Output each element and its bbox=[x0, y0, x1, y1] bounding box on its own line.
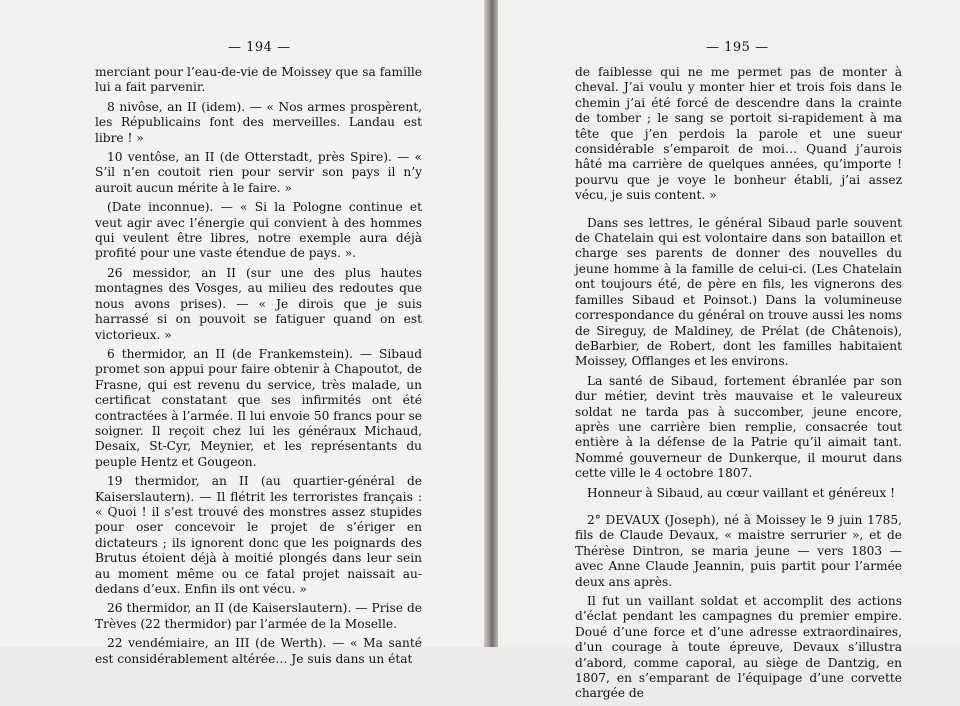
paragraph: 22 vendémiaire, an III (de Werth). — « Ma santé est considérablement altérée… Je suis dans un état bbox=[95, 636, 422, 666]
paragraph: (Date inconnue). — « Si la Pologne continue et veut agir avec l’énergie qui convient à des hommes qui veulent être libres, notre exemple aura déjà profité pour une vaste étendue de pays. ». bbox=[95, 200, 422, 261]
devaux-text: né à Moissey le 9 juin 1785, fils de Claude Devaux, « maistre serrurier », et de Thérèse Dintron, se maria jeune — vers 1803 — avec Anne Claude Jeannin, puis partit pour l’armée deux ans après. bbox=[575, 512, 902, 589]
paragraph: 10 ventôse, an II (de Otterstadt, près Spire). — « S’il n’en coutoit rien pour servir son pays il n’y auroit aucun mérite à le faire. » bbox=[95, 150, 422, 195]
paragraph: 26 messidor, an II (sur une des plus hautes montagnes des Vosges, au milieu des redoutes que nous avons prises). — « Je dirois que je suis harrassé si on pouvoit se fatiguer quand on est victorieux. » bbox=[95, 265, 422, 342]
page-number: — 194 — bbox=[228, 40, 291, 55]
right-page bbox=[498, 0, 960, 701]
page-text bbox=[95, 65, 422, 671]
paragraph: Dans ses lettres, le général Sibaud parle souvent de Chatelain qui est volontaire dans son bataillon et charge ses parents de donner des nouvelles du jeune homme à la famille de celui-ci. (Les Chatelain ont toujours été, de père en fils, les vignerons des familles Sibaud et Poinsot.) Dans la volumineuse correspondance du général on trouve aussi les noms de Sireguy, de Maldiney, de Prélat (de Châtenois), deBarbier, de Robert, dont les familles habitaient Moissey, Offlanges et les environs. bbox=[575, 215, 902, 369]
quote-continuation: de faiblesse qui ne me permet pas de monter à cheval. J’ai voulu y monter hier et trois fois dans le chemin j’ai été forcé de descendre dans la crainte de tomber ; le sang se portoit si-rapidement à ma tête que j’en perdois la parole et une sueur considérable s’emparoit de moi… Quand j’aurois hâté ma carrière de quelques années, qu’importe ! pourvu que je voye le bonheur établi, j’ai assez vécu, je suis content. » bbox=[575, 65, 902, 203]
page-text bbox=[575, 65, 902, 706]
paragraph: merciant pour l’eau-de-vie de Moissey que sa famille lui a fait parvenir. bbox=[95, 65, 422, 95]
paragraph: La santé de Sibaud, fortement ébranlée par son dur métier, devint très mauvaise et le valeureux soldat ne tarda pas à succomber, jeune encore, après une carrière bien remplie, consacrée tout entière à la défense de la Patrie qu’il aimait tant. Nommé gouverneur de Dunkerque, il mourut dans cette ville le 4 octobre 1807. bbox=[575, 373, 902, 481]
paragraph: 19 thermidor, an II (au quartier-général de Kaiserslautern). — Il flétrit les terroristes français : « Quoi ! il s’est trouvé des monstres assez stupides pour oser concevoir le projet de s’ériger en dictateurs ; ils ignorent donc que les poignards des Brutus étoient déjà à moitié plongés dans leur sein au moment même ou ce fatal projet naissait au-dedans d’eux. Enfin ils ont vécu. » bbox=[95, 474, 422, 596]
paragraph: 26 thermidor, an II (de Kaiserslautern). — Prise de Trèves (22 thermidor) par l’armée de la Moselle. bbox=[95, 601, 422, 631]
paragraph: 6 thermidor, an II (de Frankemstein). — Sibaud promet son appui pour faire obtenir à Chapoutot, de Frasne, qui est revenu du service, très malade, un certificat constatant que ses infirmités ont été contractées à l’armée. Il lui envoie 50 francs pour se soigner. Il reçoit chez lui les généraux Michaud, Desaix, St-Cyr, Meynier, et les représentants du peuple Hentz et Gougeon. bbox=[95, 346, 422, 469]
page-number: — 195 — bbox=[706, 40, 769, 55]
paragraph: Honneur à Sibaud, au cœur vaillant et généreux ! bbox=[587, 485, 896, 500]
left-page bbox=[0, 0, 484, 666]
devaux-heading: 2° DEVAUX (Joseph), bbox=[587, 512, 720, 527]
paragraph: Il fut un vaillant soldat et accomplit des actions d’éclat pendant les campagnes du premier empire. Doué d’une force et d’une adresse extraordinaires, d’un courage à toute épreuve, Devaux s’illustra d’abord, comme caporal, au siège de Dantzig, en 1807, en s’emparant de l’équipage d’une corvette chargée de bbox=[575, 594, 902, 701]
book-gutter bbox=[484, 0, 498, 647]
paragraph: 8 nivôse, an II (idem). — « Nos armes prospèrent, les Républicains font des merveilles. Landau est libre ! » bbox=[95, 99, 422, 145]
devaux-entry bbox=[575, 513, 902, 590]
